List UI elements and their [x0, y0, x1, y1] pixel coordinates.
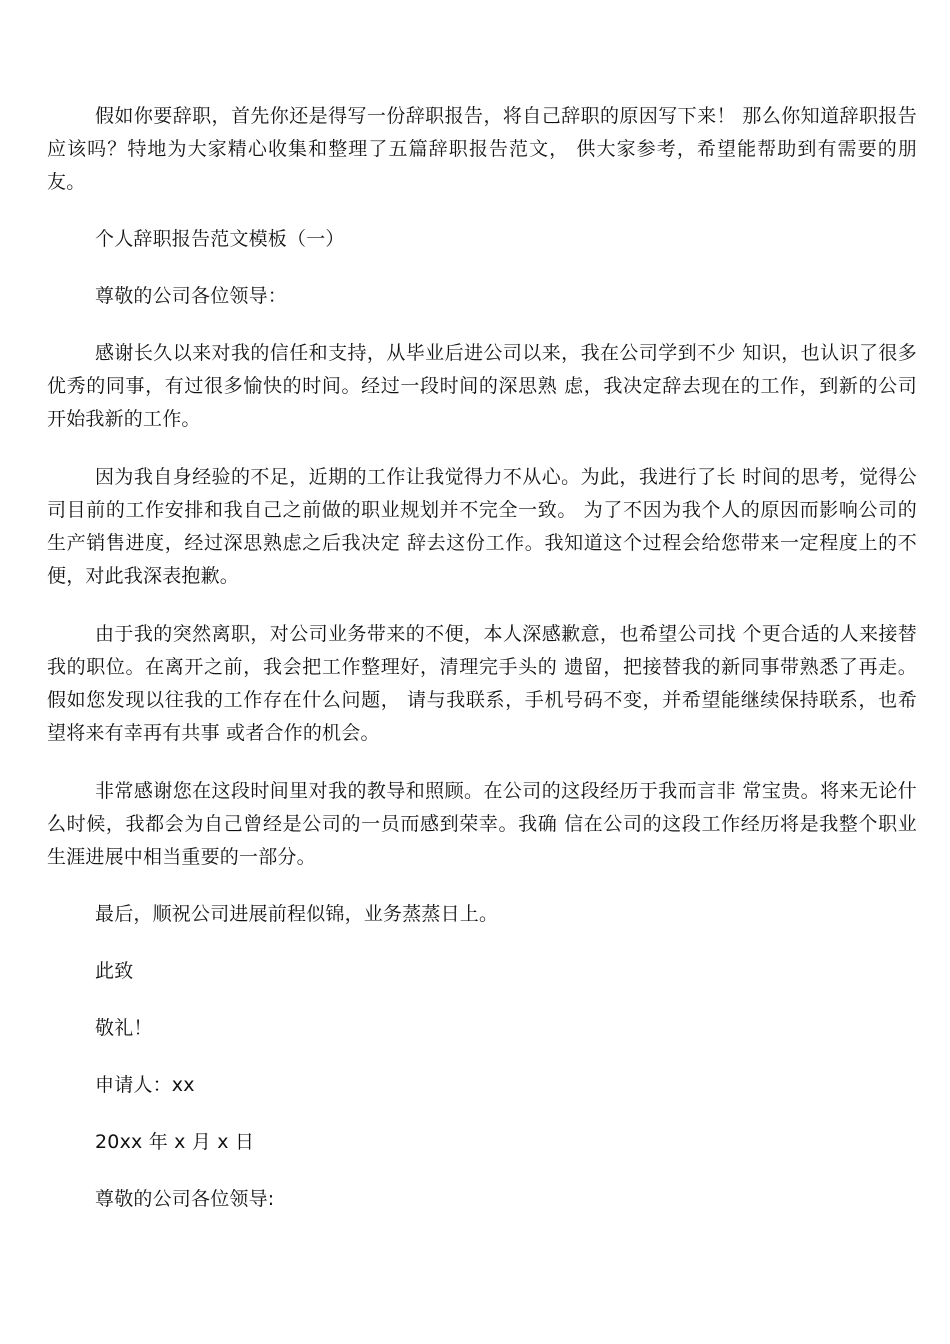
closing-line-2: 敬礼！ [95, 1017, 153, 1039]
closing-wish: 最后，顺祝公司进展前程似锦，业务蒸蒸日上。 [95, 903, 499, 925]
closing-line-1: 此致 [95, 960, 134, 982]
second-salutation: 尊敬的公司各位领导: [95, 1188, 275, 1210]
salutation: 尊敬的公司各位领导： [95, 285, 288, 307]
document-page [47, 100, 917, 1216]
applicant-line: 申请人：xx [95, 1074, 195, 1096]
date-line: 20xx 年 x 月 x 日 [95, 1131, 255, 1153]
intro-paragraph: 假如你要辞职，首先你还是得写一份辞职报告，将自己辞职的原因写下来！ 那么你知道辞职报告应该吗？特地为大家精心收集和整理了五篇辞职报告范文， 供大家参考，希望能帮助到有需要的朋友。 [47, 105, 917, 193]
body-paragraph-2: 因为我自身经验的不足，近期的工作让我觉得力不从心。为此，我进行了长 时间的思考，觉得公司目前的工作安排和我自己之前做的职业规划并不完全一致。 为了不因为我个人的原因而影响公司的生产销售进度，经过深思熟虑之后我决定 辞去这份工作。我知道这个过程会给您带来一定程度上的不便，对此我深表抱歉。 [47, 466, 917, 587]
body-paragraph-3: 由于我的突然离职，对公司业务带来的不便，本人深感歉意，也希望公司找 个更合适的人来接替我的职位。在离开之前，我会把工作整理好，清理完手头的 遗留，把接替我的新同事带熟悉了再走。假如您发现以往我的工作存在什么问题， 请与我联系，手机号码不变，并希望能继续保持联系，也希望将来有幸再有共事 或者合作的机会。 [47, 623, 917, 744]
section-title: 个人辞职报告范文模板（一） [95, 228, 345, 250]
body-paragraph-1: 感谢长久以来对我的信任和支持，从毕业后进公司以来，我在公司学到不少 知识，也认识了很多优秀的同事，有过很多愉快的时间。经过一段时间的深思熟 虑，我决定辞去现在的工作，到新的公司开始我新的工作。 [47, 342, 917, 430]
body-paragraph-4: 非常感谢您在这段时间里对我的教导和照顾。在公司的这段经历于我而言非 常宝贵。将来无论什么时候，我都会为自己曾经是公司的一员而感到荣幸。我确 信在公司的这段工作经历将是我整个职业生涯进展中相当重要的一部分。 [47, 780, 917, 868]
